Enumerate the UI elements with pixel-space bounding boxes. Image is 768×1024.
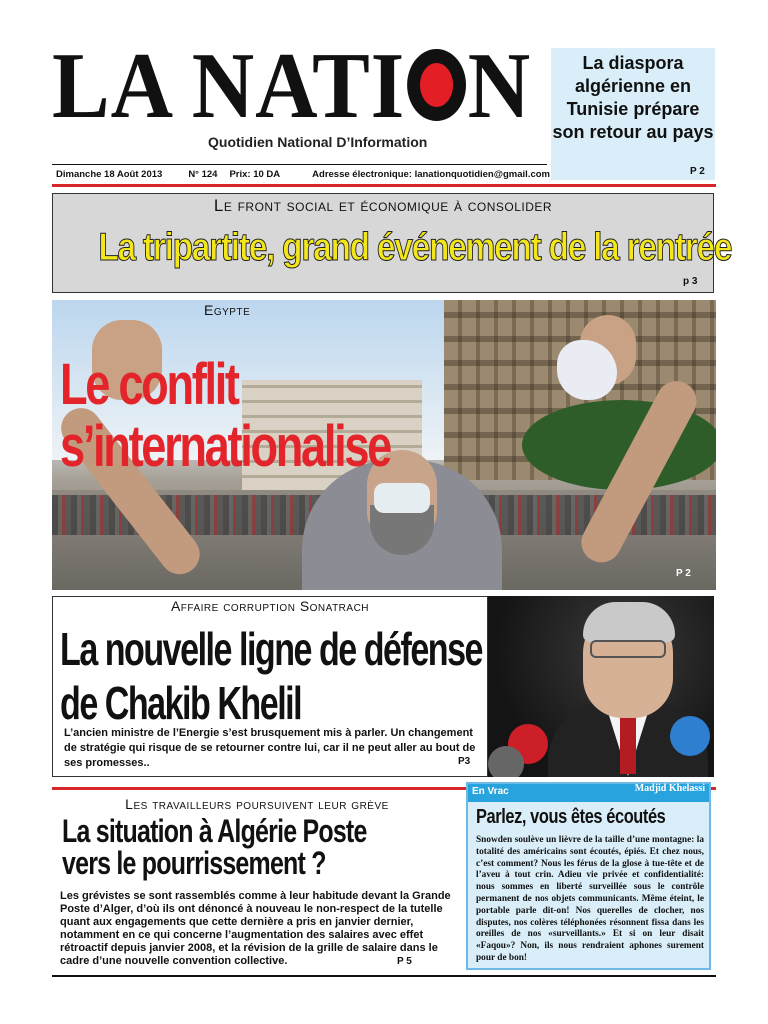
sonatrach-headline-line2: de Chakib Khelil: [60, 677, 302, 729]
column-author: Madjid Khelassi: [634, 783, 705, 794]
egypt-headline-line2: s’internationalise: [60, 414, 390, 479]
sonatrach-headline-line1: La nouvelle ligne de défense: [60, 623, 483, 675]
bottom-rule: [52, 975, 716, 977]
egypt-kicker: Egypte: [204, 302, 251, 318]
front-page-ref: p 3: [683, 276, 698, 287]
sonatrach-summary: L’ancien ministre de l’Energie s’est brusquement mis à parler. Un changement de stratégie qui risque de se retourner contre lui, car il ne peut aller au bout de ses promesses..: [64, 727, 476, 769]
issue-info-bar: [52, 164, 550, 184]
poste-page-ref: P 5: [397, 956, 412, 967]
issue-number: N° 124: [188, 169, 218, 180]
khelil-portrait-photo: [488, 596, 714, 777]
teaser-page-ref: P 2: [690, 166, 705, 177]
divider-rule: [52, 184, 716, 187]
newspaper-logo: LA NATI N: [52, 34, 532, 138]
issue-price: Prix: 10 DA: [229, 169, 281, 180]
egypt-headline[interactable]: [60, 354, 390, 478]
front-kicker: Le front social et économique à consolider: [213, 196, 553, 215]
poste-headline-line1: La situation à Algérie Poste: [62, 813, 367, 849]
sonatrach-page-ref: P3: [458, 756, 471, 767]
poste-headline-line2: vers le pourrissement ?: [62, 845, 326, 881]
teaser-headline[interactable]: La diaspora algérienne en Tunisie prépare son retour au pays: [552, 53, 714, 142]
sonatrach-headline[interactable]: [60, 622, 482, 730]
contact-email: Adresse électronique: lanationquotidien@gmail.com: [312, 169, 550, 180]
logo-red-o-icon: [407, 49, 466, 121]
en-vrac-headline[interactable]: Parlez, vous êtes écoutés: [476, 806, 666, 828]
poste-headline[interactable]: [62, 815, 367, 879]
issue-date: Dimanche 18 Août 2013: [56, 169, 163, 180]
tagline: Quotidien National D’Information: [208, 134, 428, 150]
egypt-headline-line1: Le conflit: [60, 352, 238, 417]
poste-kicker: Les travailleurs poursuivent leur grève: [125, 796, 389, 812]
sonatrach-kicker: Affaire corruption Sonatrach: [170, 598, 370, 614]
en-vrac-text: Snowden soulève un lièvre de la taille d’une montagne: la totalité des américains sont écoutés, épiés. Et chez nous, c’est comment? Nous les férus de la glose à tue-tête et de l’aveu à tout crin. Adieu vie privée et confidentialité: nous sommes en liberté surveillée sous le contrôle permanent de nos objets communicants. Même éteint, le portable parle dit-on! Nos querelles de clocher, nos disputes, nos colères téléphonées résonnent fissa dans les oreilles de nos «surveillants.» Et si on leur disait «Faqou»? Non, ils nous rendraient aphones surement pour de bon!: [476, 835, 704, 963]
egypt-page-ref: P 2: [676, 568, 691, 579]
poste-summary: Les grévistes se sont rassemblés comme à leur habitude devant la Grande Poste d’Alger, d’où ils ont dénoncé à nouveau le non-respect de la tutelle quant aux engagements que cette dernière a pris en janvier dernier, notamment en ce qui concerne l’augmentation des salaires avec effet rétroactif depuis janvier 2008, et la révision de la grille de salaire dans le cadre d’une nouvelle convention collective.: [60, 890, 451, 967]
en-vrac-label: En Vrac: [472, 786, 509, 797]
front-headline[interactable]: La tripartite, grand événement de la rentrée: [98, 226, 732, 269]
